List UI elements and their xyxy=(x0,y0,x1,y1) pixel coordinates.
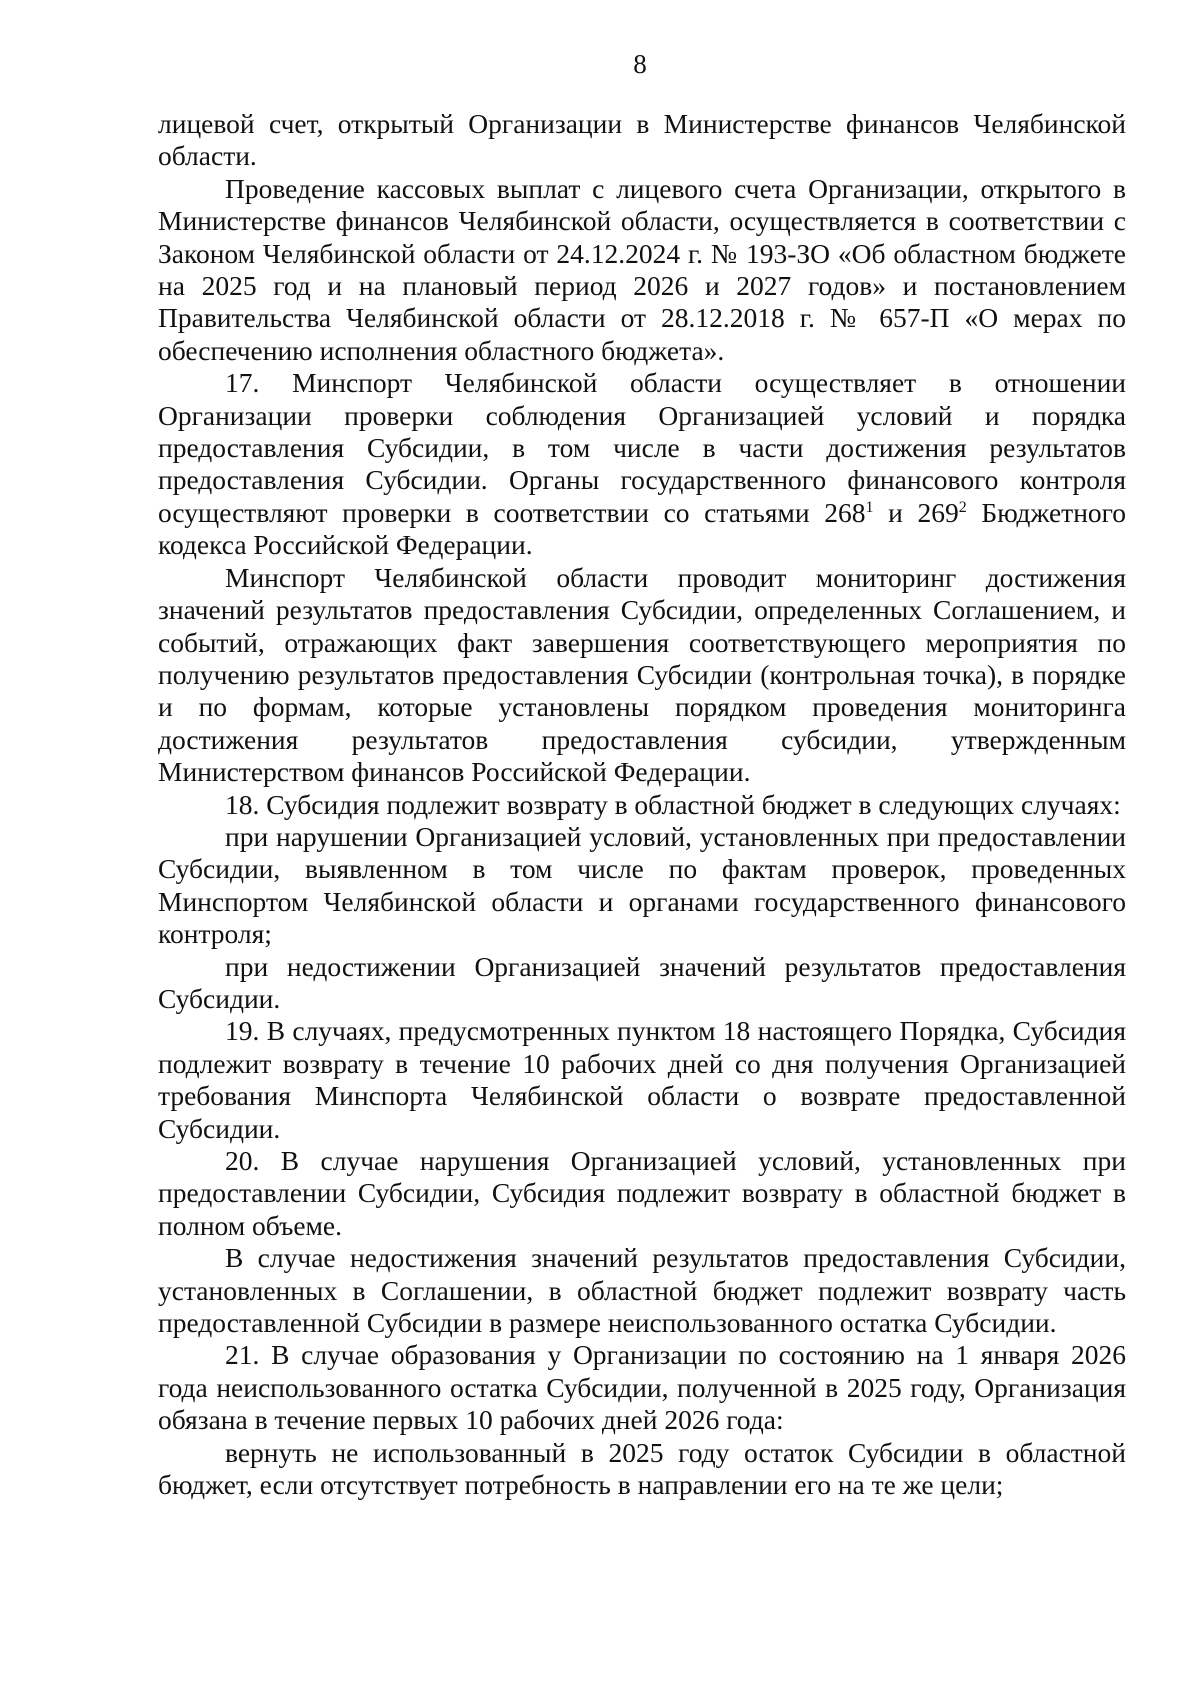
paragraph-item-17 xyxy=(158,367,1126,561)
superscript-2: 2 xyxy=(958,498,967,516)
paragraph-monitoring: Минспорт Челябинской области проводит мониторинг достижения значений результатов предоставления Субсидии, определенных Соглашением, и событий, отражающих факт завершения соответствующего мероприятия по получению результатов предоставления Субсидии (контрольная точка), в порядке и по формам, которые установлены порядком проведения мониторинга достижения результатов предоставления субсидии, утвержденным Министерством финансов Российской Федерации. xyxy=(158,561,1126,788)
paragraph-cash-payments: Проведение кассовых выплат с лицевого счета Организации, открытого в Министерстве финансов Челябинской области, осуществляется в соответствии с Законом Челябинской области от 24.12.2024 г. № 193-ЗО «Об областном бюджете на 2025 год и на плановый период 2026 и 2027 годов» и постановлением Правительства Челябинской области от 28.12.2018 г. № 657-П «О мерах по обеспечению исполнения областного бюджета». xyxy=(158,172,1126,366)
paragraph-item-17-text-before: 17. Минспорт Челябинской области осуществляет в отношении Организации проверки соблюдения Организацией условий и порядка предоставления Субсидии, в том числе в части достижения результатов предоставления Субсидии. Органы государственного финансового контроля осуществляют проверки в соответствии со статьями 268 xyxy=(158,367,1126,528)
paragraph-item-19: 19. В случаях, предусмотренных пунктом 18 настоящего Порядка, Субсидия подлежит возврату в течение 10 рабочих дней со дня получения Организацией требования Минспорта Челябинской области о возврате предоставленной Субсидии. xyxy=(158,1015,1126,1144)
paragraph-partial-return: В случае недостижения значений результатов предоставления Субсидии, установленных в Соглашении, в областной бюджет подлежит возврату часть предоставленной Субсидии в размере неиспользованного остатка Субсидии. xyxy=(158,1242,1126,1339)
paragraph-item-21: 21. В случае образования у Организации по состоянию на 1 января 2026 года неиспользованного остатка Субсидии, полученной в 2025 году, Организация обязана в течение первых 10 рабочих дней 2026 года: xyxy=(158,1339,1126,1436)
page-number: 8 xyxy=(633,49,647,79)
paragraph-non-achievement-case: при недостижении Организацией значений результатов предоставления Субсидии. xyxy=(158,950,1126,1014)
document-body xyxy=(158,108,1126,1501)
paragraph-account-continuation: лицевой счет, открытый Организации в Министерстве финансов Челябинской области. xyxy=(158,108,1126,172)
paragraph-item-17-text-middle: и 269 xyxy=(873,496,959,528)
superscript-1: 1 xyxy=(865,498,874,516)
paragraph-item-17-text-after: Бюджетного кодекса Российской Федерации. xyxy=(158,496,1127,561)
paragraph-item-20: 20. В случае нарушения Организацией условий, установленных при предоставлении Субсидии, Субсидия подлежит возврату в областной бюджет в полном объеме. xyxy=(158,1145,1126,1241)
paragraph-item-18: 18. Субсидия подлежит возврату в областной бюджет в следующих случаях: xyxy=(225,788,1121,820)
paragraph-violation-case: при нарушении Организацией условий, установленных при предоставлении Субсидии, выявленном в том числе по фактам проверок, проведенных Минспортом Челябинской области и органами государственного финансового контроля; xyxy=(158,820,1126,950)
paragraph-return-remainder: вернуть не использованный в 2025 году остаток Субсидии в областной бюджет, если отсутствует потребность в направлении его на те же цели; xyxy=(158,1436,1126,1501)
